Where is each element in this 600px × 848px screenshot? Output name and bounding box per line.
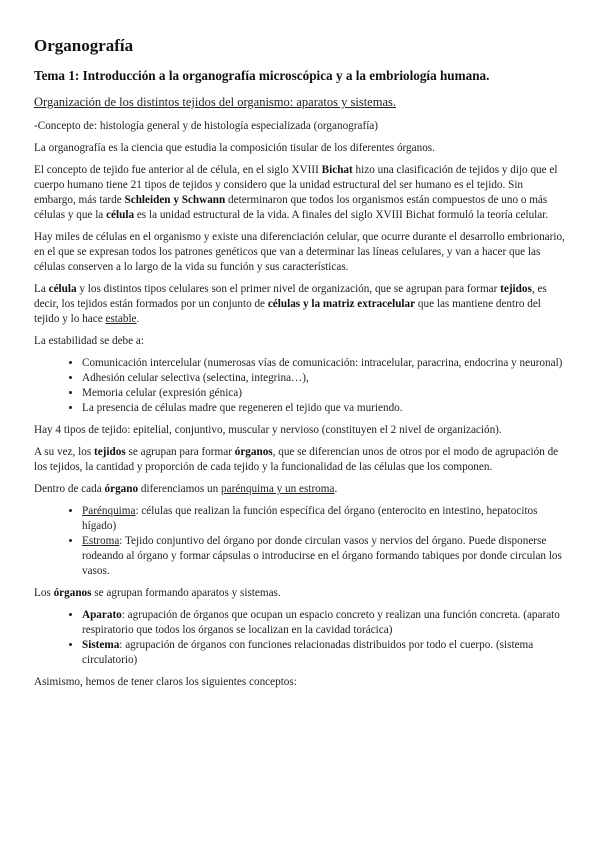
- list-item: • La presencia de células madre que regeneren el tejido que va muriendo.: [82, 401, 566, 416]
- bold-term: Bichat: [321, 164, 353, 176]
- list-item: • Memoria celular (expresión génica): [82, 386, 566, 401]
- bold-term: Sistema: [82, 639, 120, 651]
- bold-term: tejidos: [93, 446, 126, 458]
- organ-list: [34, 504, 566, 579]
- paragraph-parenchyma-stroma: Dentro de cada órgano diferenciamos un parénquima y un estroma.: [34, 483, 338, 495]
- bold-term: órganos: [234, 446, 273, 458]
- paragraph-stability: La estabilidad se debe a:: [34, 335, 144, 347]
- paragraph-tissue-types: Hay 4 tipos de tejido: epitelial, conjuntivo, muscular y nervioso (constituyen el 2 nivel de organización).: [34, 424, 502, 436]
- paragraph-organs: A su vez, los tejidos se agrupan para formar órganos, que se diferencian unos de otros por el modo de agrupación de los tejidos, la cantidad y proporción de cada tejido y la funcionalidad de las células que los componen.: [34, 446, 559, 473]
- bold-term: célula: [48, 283, 77, 295]
- underlined-term: Estroma: [82, 535, 120, 547]
- bold-term: órganos: [53, 587, 92, 599]
- paragraph-concept: -Concepto de: histología general y de histología especializada (organografía): [34, 120, 378, 132]
- bold-term: célula: [106, 209, 135, 221]
- paragraph-definition: La organografía es la ciencia que estudia la composición tisular de los diferentes órganos.: [34, 142, 435, 154]
- stability-list: [34, 356, 566, 416]
- bold-term: células y la matriz extracelular: [267, 298, 416, 310]
- list-item: • Comunicación intercelular (numerosas vías de comunicación: intracelular, paracrina, endocrina y neuronal): [82, 356, 566, 371]
- paragraph-history: El concepto de tejido fue anterior al de célula, en el siglo XVIII Bichat hizo una clasificación de tejidos y dijo que el cuerpo humano tiene 21 tipos de tejidos y considero que la unidad estructural del ser humano es el tejido. Sin embargo, más tarde Schleiden y Schwann determinaron que todos los organismos están compuestos de uno o más células y que la célula es la unidad estructural de la vida. A finales del siglo XVIII Bichat formuló la teoría celular.: [34, 164, 558, 221]
- list-item: • Sistema: agrupación de órganos con funciones relacionadas distribuidos por todo el cuerpo. (sistema circulatorio): [82, 638, 566, 668]
- list-item: • Parénquima: células que realizan la función específica del órgano (enterocito en intestino, hepatocitos hígado): [82, 504, 566, 534]
- bold-term: órgano: [104, 483, 139, 495]
- list-item: • Adhesión celular selectiva (selectina, integrina…),: [82, 371, 566, 386]
- bold-term: tejidos: [500, 283, 532, 295]
- underlined-term: parénquima y un estroma: [221, 483, 335, 495]
- paragraph-systems: Los órganos se agrupan formando aparatos y sistemas.: [34, 587, 281, 599]
- topic-heading: Tema 1: Introducción a la organografía microscópica y a la embriología humana.: [34, 68, 490, 83]
- underlined-term: estable: [105, 313, 137, 325]
- section-heading: Organización de los distintos tejidos del organismo: aparatos y sistemas.: [34, 95, 396, 109]
- list-item: • Aparato: agrupación de órganos que ocupan un espacio concreto y realizan una función concreta. (aparato respiratorio que todos los órganos se localizan en la cavidad torácica): [82, 608, 566, 638]
- paragraph-organization: La célula y los distintos tipos celulares son el primer nivel de organización, que se agrupan para formar tejidos, es decir, los tejidos están formados por un conjunto de células y la matriz extracelular que las mantiene dentro del tejido y lo hace estable.: [34, 283, 547, 325]
- paragraph-concepts: Asimismo, hemos de tener claros los siguientes conceptos:: [34, 676, 297, 688]
- system-list: [34, 608, 566, 668]
- paragraph-differentiation: Hay miles de células en el organismo y existe una diferenciación celular, que ocurre durante el desarrollo embrionario, en el que se expresan todos los patrones genéticos que van a determinar las líneas celulares, y van a hacer que las células conserven a lo largo de la vida su función y sus características.: [34, 231, 565, 273]
- bold-term: Schleiden y Schwann: [124, 194, 226, 206]
- list-item: • Estroma: Tejido conjuntivo del órgano por donde circulan vasos y nervios del órgano. Puede disponerse rodeando al órgano y formar cápsulas o introducirse en el órgano formando tabiques por donde circulan los vasos.: [82, 534, 566, 579]
- document-title: Organografía: [34, 36, 134, 55]
- underlined-term: Parénquima: [82, 505, 136, 517]
- bold-term: Aparato: [82, 609, 122, 621]
